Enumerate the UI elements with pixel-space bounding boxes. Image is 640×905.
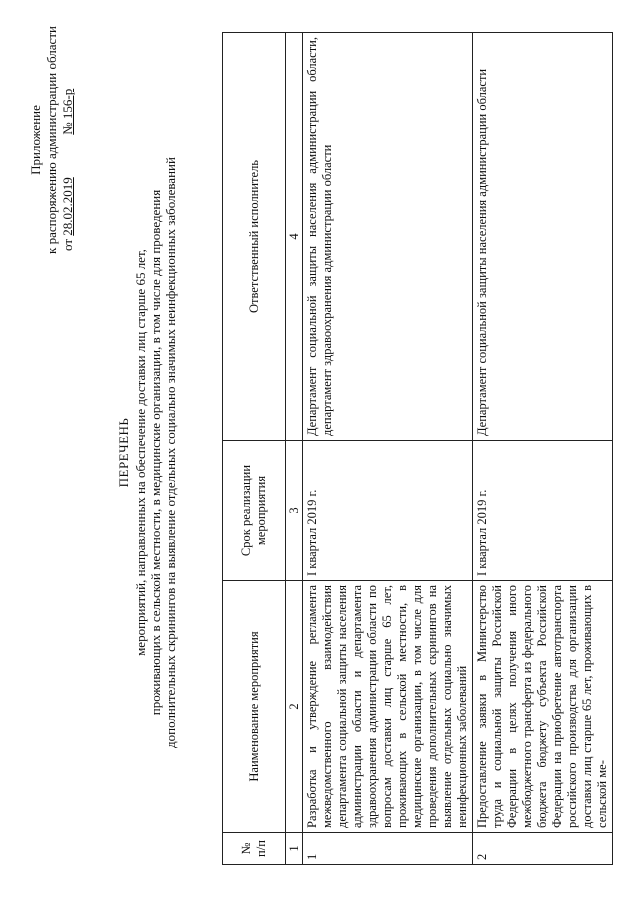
measure-executor: Департамент социальной защиты населения администрации области, департамент здравоохранения администрации области bbox=[303, 33, 473, 441]
appendix-date-line bbox=[60, 15, 76, 265]
date-prefix: от bbox=[60, 238, 75, 251]
measure-executor: Департамент социальной защиты населения администрации области bbox=[473, 33, 613, 441]
appendix-title: Приложение bbox=[28, 105, 43, 175]
header-term: Срок реализации мероприятия bbox=[223, 441, 286, 581]
header-measure-name: Наименование мероприятия bbox=[223, 581, 286, 833]
document-heading bbox=[116, 40, 178, 865]
row-number: 1 bbox=[303, 833, 473, 865]
column-number: 1 bbox=[286, 833, 303, 865]
appendix-block bbox=[28, 15, 76, 265]
header-number: № п/п bbox=[223, 833, 286, 865]
table-row bbox=[303, 33, 473, 865]
order-date: 28.02.2019 bbox=[60, 177, 75, 236]
measure-name: Разработка и утверждение регламента межведомственного взаимодействия департамента социальной защиты населения администрации области и департамента здравоохранения администрации области по вопросам доставки лиц старше 65 лет, проживающих в сельской местности, в медицинские организации, в том числе для проведения дополнительных скринингов на выявление отдельных социально значимых неинфекционных заболеваний bbox=[303, 581, 473, 833]
measure-name: Предоставление заявки в Министерство труда и социальной защиты Российской Федерации в целях получения иного межбюджетного трансферта из федерального бюджета бюджету субъекта Российской Федерации на приобретение автотранспорта российского производства для организации доставки лиц старше 65 лет, проживающих в сельской ме- bbox=[473, 581, 613, 833]
column-number: 2 bbox=[286, 581, 303, 833]
order-number: № 156-р bbox=[60, 88, 75, 135]
table-header-row bbox=[223, 33, 286, 865]
column-number-row bbox=[286, 33, 303, 865]
measure-term: I квартал 2019 г. bbox=[303, 441, 473, 581]
heading-line-2: проживающих в сельской местности, в медицинские организации, в том числе для проведения bbox=[148, 189, 163, 716]
header-executor: Ответственный исполнитель bbox=[223, 33, 286, 441]
column-number: 3 bbox=[286, 441, 303, 581]
table-row bbox=[473, 33, 613, 865]
appendix-reference: к распоряжению администрации области bbox=[44, 26, 59, 254]
heading-line-3: дополнительных скринингов на выявление отдельных социально значимых неинфекционных заболеваний bbox=[163, 157, 178, 748]
row-number: 2 bbox=[473, 833, 613, 865]
measure-term: I квартал 2019 г. bbox=[473, 441, 613, 581]
heading-line-1: мероприятий, направленных на обеспечение доставки лиц старше 65 лет, bbox=[133, 249, 148, 656]
document-title: ПЕРЕЧЕНЬ bbox=[116, 417, 131, 488]
column-number: 4 bbox=[286, 33, 303, 441]
measures-table bbox=[222, 32, 613, 865]
